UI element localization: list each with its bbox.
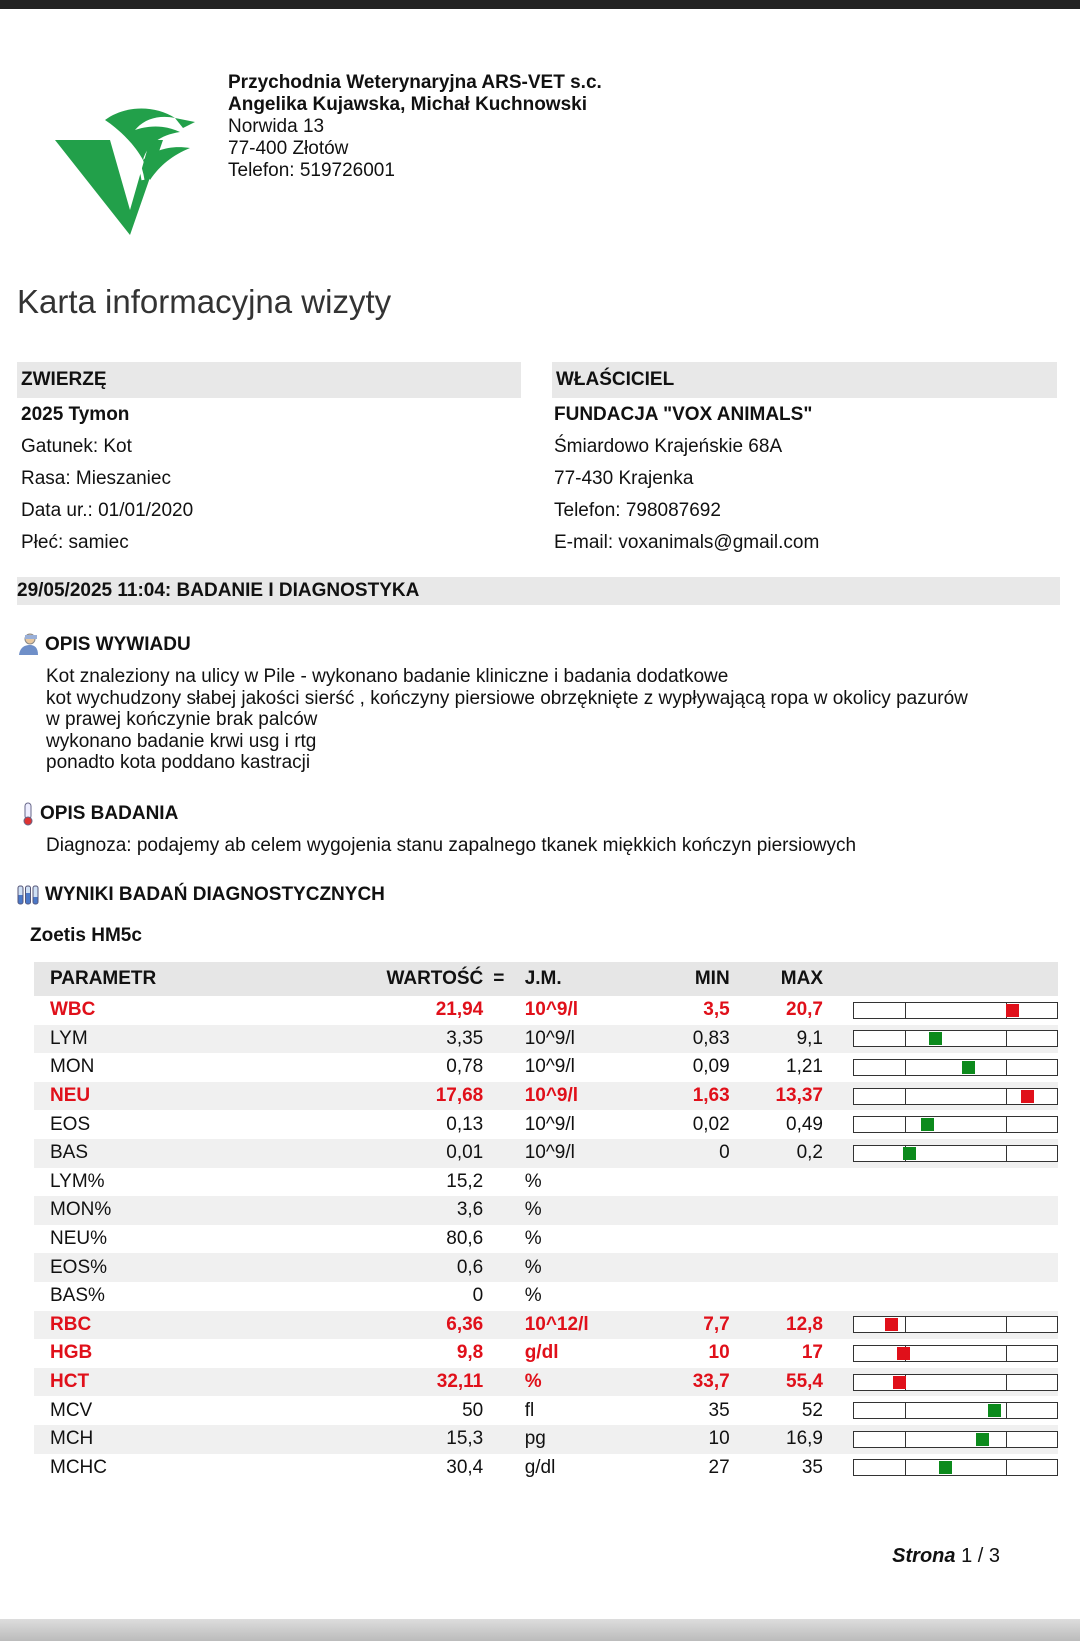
table-row xyxy=(34,1053,1058,1082)
range-marker xyxy=(962,1061,975,1074)
range-bar xyxy=(853,1030,1058,1047)
row-param: MCV xyxy=(50,1399,93,1421)
row-range-chart xyxy=(823,1425,1058,1454)
row-min: 7,7 xyxy=(638,1311,729,1340)
row-unit: 10^12/l xyxy=(525,1311,639,1340)
row-min: 1,63 xyxy=(638,1082,729,1111)
row-range-chart xyxy=(823,1396,1058,1425)
row-value: 50 xyxy=(462,1399,484,1421)
row-param: MON xyxy=(50,1056,95,1078)
row-unit: fl xyxy=(524,1399,535,1421)
row-range-chart xyxy=(823,1225,1058,1254)
range-marker xyxy=(929,1032,942,1045)
range-bar xyxy=(853,1145,1058,1162)
row-min: 35 xyxy=(708,1399,730,1421)
row-unit: 10^9/l xyxy=(524,1113,575,1135)
row-param: NEU% xyxy=(50,1228,108,1250)
row-min: 0,02 xyxy=(692,1113,730,1135)
row-max xyxy=(730,1168,823,1197)
col-min: MIN xyxy=(638,962,729,996)
range-bar xyxy=(853,1345,1058,1362)
row-unit: % xyxy=(524,1228,542,1250)
row-unit: % xyxy=(525,1196,639,1225)
row-value: 21,94 xyxy=(435,999,484,1021)
row-param: NEU xyxy=(34,1082,240,1111)
row-param: MCHC xyxy=(50,1456,107,1478)
owner-street: Śmiardowo Krajeńskie 68A xyxy=(554,436,783,457)
lab-device: Zoetis HM5c xyxy=(30,925,142,946)
row-value: 17,68 xyxy=(240,1082,494,1111)
col-param: PARAMETR xyxy=(34,962,240,996)
row-param: HCT xyxy=(34,1368,240,1397)
row-min xyxy=(638,1168,729,1197)
owner-name: FUNDACJA "VOX ANIMALS" xyxy=(554,404,813,425)
row-value: 30,4 xyxy=(446,1456,484,1478)
row-unit: % xyxy=(524,1285,542,1307)
row-param: LYM% xyxy=(50,1170,105,1192)
row-eq xyxy=(493,1025,524,1054)
row-value: 0,01 xyxy=(240,1139,494,1168)
row-unit: 10^9/l xyxy=(524,999,579,1021)
clinic-header xyxy=(228,72,602,182)
row-eq xyxy=(493,1339,524,1368)
col-eq: = xyxy=(493,962,524,996)
range-marker xyxy=(893,1376,906,1389)
table-row xyxy=(34,1339,1058,1368)
table-row xyxy=(34,1253,1058,1282)
row-max xyxy=(730,1253,823,1282)
row-param: EOS xyxy=(50,1113,91,1135)
row-max: 35 xyxy=(801,1456,823,1478)
range-marker xyxy=(921,1118,934,1131)
row-value: 15,3 xyxy=(240,1425,494,1454)
animal-sex: Płeć: samiec xyxy=(21,532,129,553)
row-range-chart xyxy=(823,1053,1058,1082)
col-chart xyxy=(823,962,1058,996)
col-max: MAX xyxy=(730,962,823,996)
row-unit: % xyxy=(525,1368,639,1397)
range-bar xyxy=(853,1116,1058,1133)
row-max: 9,1 xyxy=(730,1025,823,1054)
row-value: 0,13 xyxy=(446,1113,484,1135)
row-range-chart xyxy=(823,1454,1058,1483)
row-range-chart xyxy=(823,1168,1058,1197)
interview-line: w prawej kończynie brak palców xyxy=(46,709,318,730)
doctor-icon xyxy=(17,633,39,657)
row-range-chart xyxy=(823,1196,1058,1225)
row-eq xyxy=(493,1110,524,1139)
row-eq xyxy=(493,1311,524,1340)
row-min: 27 xyxy=(708,1456,730,1478)
clinic-phone: Telefon: 519726001 xyxy=(228,160,395,181)
test-tubes-icon xyxy=(17,884,39,906)
range-marker xyxy=(1021,1090,1034,1103)
row-min xyxy=(638,1225,729,1254)
row-range-chart xyxy=(823,1368,1058,1397)
row-eq xyxy=(493,1053,524,1082)
page-label: Strona xyxy=(892,1545,956,1567)
range-marker xyxy=(939,1461,952,1474)
row-eq xyxy=(493,1168,524,1197)
row-eq xyxy=(493,1425,524,1454)
row-param: BAS xyxy=(34,1139,240,1168)
table-row xyxy=(34,1110,1058,1139)
row-param: LYM xyxy=(34,1025,240,1054)
row-range-chart xyxy=(823,1282,1058,1311)
row-max: 16,9 xyxy=(730,1425,823,1454)
owner-email: E-mail: voxanimals@gmail.com xyxy=(554,532,820,553)
table-row xyxy=(34,1282,1058,1311)
row-min: 0,09 xyxy=(692,1056,730,1078)
table-row xyxy=(34,996,1058,1025)
row-eq xyxy=(493,1196,524,1225)
row-min: 3,5 xyxy=(703,999,730,1021)
animal-birthdate: Data ur.: 01/01/2020 xyxy=(21,500,194,521)
page-footer xyxy=(892,1545,1000,1568)
clinic-name: Przychodnia Weterynaryjna ARS-VET s.c. xyxy=(228,72,602,93)
row-range-chart xyxy=(823,1253,1058,1282)
row-range-chart xyxy=(823,1025,1058,1054)
row-max xyxy=(730,1282,823,1311)
row-max: 20,7 xyxy=(786,999,823,1021)
row-range-chart xyxy=(823,996,1058,1025)
range-bar xyxy=(853,1374,1058,1391)
range-bar xyxy=(853,1059,1058,1076)
row-param: MON% xyxy=(34,1196,240,1225)
row-range-chart xyxy=(823,1311,1058,1340)
row-value: 3,6 xyxy=(240,1196,494,1225)
row-range-chart xyxy=(823,1110,1058,1139)
row-unit: % xyxy=(524,1170,542,1192)
row-value: 3,35 xyxy=(240,1025,494,1054)
row-max: 1,21 xyxy=(786,1056,823,1078)
row-param: HGB xyxy=(50,1342,93,1364)
row-value: 0 xyxy=(472,1285,484,1307)
row-max: 52 xyxy=(801,1399,823,1421)
range-bar xyxy=(853,1459,1058,1476)
col-value: WARTOŚĆ xyxy=(240,962,494,996)
table-row xyxy=(34,1368,1058,1397)
page-number: 1 xyxy=(961,1545,973,1567)
owner-heading: WŁAŚCICIEL xyxy=(552,362,1057,398)
owner-phone: Telefon: 798087692 xyxy=(554,500,721,521)
row-value: 0,6 xyxy=(240,1253,494,1282)
range-bar xyxy=(853,1002,1058,1019)
row-param: RBC xyxy=(34,1311,240,1340)
range-bar xyxy=(853,1402,1058,1419)
animal-name: 2025 Tymon xyxy=(21,404,130,425)
interview-line: Kot znaleziony na ulicy w Pile - wykonano badanie kliniczne i badania dodatkowe xyxy=(46,666,729,687)
animal-species: Gatunek: Kot xyxy=(21,436,132,457)
row-min: 0,83 xyxy=(638,1025,729,1054)
row-value: 6,36 xyxy=(240,1311,494,1340)
range-marker xyxy=(988,1404,1001,1417)
range-bar xyxy=(853,1431,1058,1448)
results-table xyxy=(34,962,1058,1482)
row-max xyxy=(730,1225,823,1254)
row-param: WBC xyxy=(50,999,96,1021)
clinic-street: Norwida 13 xyxy=(228,116,325,137)
row-unit: pg xyxy=(525,1425,639,1454)
interview-heading: OPIS WYWIADU xyxy=(17,633,191,657)
row-max: 0,2 xyxy=(730,1139,823,1168)
range-marker xyxy=(885,1318,898,1331)
results-body xyxy=(34,996,1058,1482)
top-border xyxy=(0,0,1080,9)
interview-line: kot wychudzony słabej jakości sierść , kończyny piersiowe obrzęknięte z wypływającą ropa w okolicy pazurów xyxy=(46,687,968,709)
owner-city: 77-430 Krajenka xyxy=(554,468,694,489)
row-param: BAS% xyxy=(50,1285,105,1307)
row-eq xyxy=(493,1282,524,1311)
row-min xyxy=(638,1196,729,1225)
visit-header: 29/05/2025 11:04: BADANIE I DIAGNOSTYKA xyxy=(17,577,1060,605)
row-min: 10 xyxy=(708,1342,730,1364)
interview-text xyxy=(46,666,968,774)
row-unit: % xyxy=(525,1253,639,1282)
exam-text: Diagnoza: podajemy ab celem wygojenia stanu zapalnego tkanek miękkich kończyn piersiowych xyxy=(46,835,857,856)
row-value: 80,6 xyxy=(446,1228,484,1250)
row-min xyxy=(638,1282,729,1311)
row-range-chart xyxy=(823,1082,1058,1111)
table-row xyxy=(34,1425,1058,1454)
range-bar xyxy=(853,1316,1058,1333)
table-row xyxy=(34,1396,1058,1425)
thermometer-icon xyxy=(22,802,34,826)
animal-heading: ZWIERZĘ xyxy=(17,362,521,398)
row-eq xyxy=(493,996,524,1025)
clinic-logo xyxy=(55,100,215,250)
row-unit: 10^9/l xyxy=(524,1056,575,1078)
row-min: 33,7 xyxy=(638,1368,729,1397)
range-marker xyxy=(897,1347,910,1360)
row-range-chart xyxy=(823,1339,1058,1368)
page-total: / 3 xyxy=(977,1545,1000,1567)
range-marker xyxy=(903,1147,916,1160)
col-unit: J.M. xyxy=(525,962,639,996)
bottom-border xyxy=(0,1619,1080,1641)
range-bar xyxy=(853,1088,1058,1105)
table-row xyxy=(34,1082,1058,1111)
range-marker xyxy=(976,1433,989,1446)
row-param: EOS% xyxy=(34,1253,240,1282)
row-eq xyxy=(493,1454,524,1483)
row-max xyxy=(730,1196,823,1225)
row-min xyxy=(638,1253,729,1282)
animal-breed: Rasa: Mieszaniec xyxy=(21,468,171,489)
table-row xyxy=(34,1454,1058,1483)
row-unit: g/dl xyxy=(524,1456,556,1478)
row-value: 0,78 xyxy=(446,1056,484,1078)
row-value: 32,11 xyxy=(240,1368,494,1397)
table-row xyxy=(34,1025,1058,1054)
exam-heading: OPIS BADANIA xyxy=(22,802,178,826)
row-unit: 10^9/l xyxy=(525,1025,639,1054)
interview-line: ponadto kota poddano kastracji xyxy=(46,752,311,773)
row-value: 15,2 xyxy=(446,1170,484,1192)
table-row xyxy=(34,1311,1058,1340)
row-max: 13,37 xyxy=(730,1082,823,1111)
row-value: 9,8 xyxy=(456,1342,484,1364)
row-param: MCH xyxy=(34,1425,240,1454)
clinic-owners: Angelika Kujawska, Michał Kuchnowski xyxy=(228,94,587,115)
row-eq xyxy=(493,1396,524,1425)
row-min: 10 xyxy=(638,1425,729,1454)
clinic-city: 77-400 Złotów xyxy=(228,138,349,159)
row-unit: 10^9/l xyxy=(525,1139,639,1168)
row-eq xyxy=(493,1139,524,1168)
row-max: 12,8 xyxy=(730,1311,823,1340)
table-row xyxy=(34,1225,1058,1254)
row-eq xyxy=(493,1082,524,1111)
row-eq xyxy=(493,1253,524,1282)
row-min: 0 xyxy=(638,1139,729,1168)
page-title: Karta informacyjna wizyty xyxy=(17,283,392,320)
row-max: 17 xyxy=(801,1342,823,1364)
table-row xyxy=(34,1139,1058,1168)
results-heading: WYNIKI BADAŃ DIAGNOSTYCZNYCH xyxy=(17,884,385,906)
row-unit: 10^9/l xyxy=(525,1082,639,1111)
table-row xyxy=(34,1196,1058,1225)
interview-line: wykonano badanie krwi usg i rtg xyxy=(46,730,317,752)
table-row xyxy=(34,1168,1058,1197)
row-eq xyxy=(493,1368,524,1397)
row-range-chart xyxy=(823,1139,1058,1168)
row-eq xyxy=(493,1225,524,1254)
row-max: 0,49 xyxy=(786,1113,823,1135)
range-marker xyxy=(1006,1004,1019,1017)
row-max: 55,4 xyxy=(730,1368,823,1397)
row-unit: g/dl xyxy=(524,1342,559,1364)
results-header-row xyxy=(34,962,1058,996)
